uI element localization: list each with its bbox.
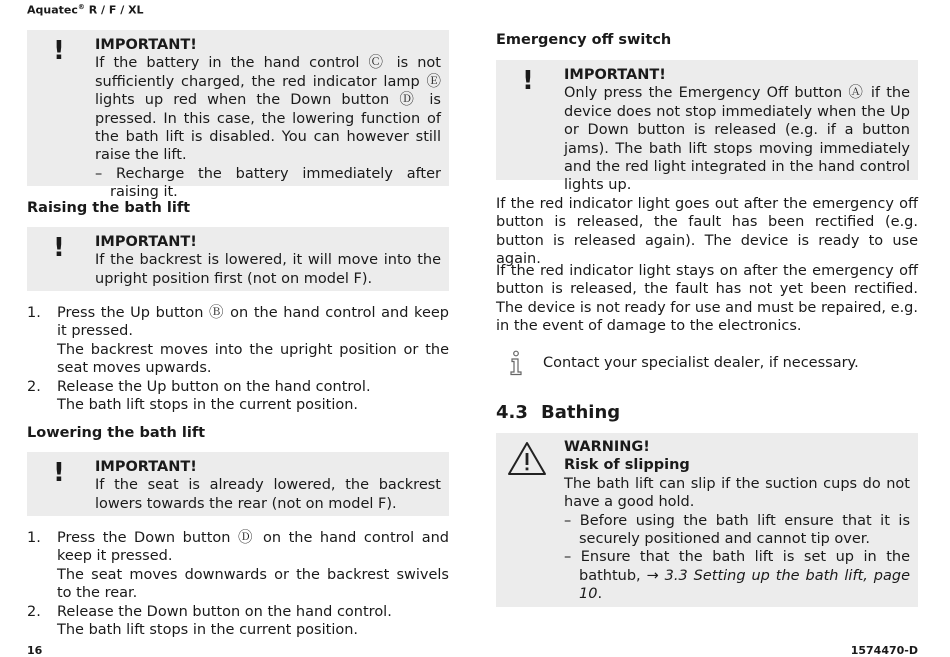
important-box-text xyxy=(95,458,441,513)
important-body: If the backrest is lowered, it will move into the upright position first (not on model F). xyxy=(95,252,441,287)
warning-bullet: – Before using the bath lift ensure that it is securely positioned and cannot tip over. xyxy=(564,512,910,548)
info-text: Contact your specialist dealer, if necessary. xyxy=(543,355,859,371)
registered-mark: ® xyxy=(77,3,85,11)
step-result: The seat moves downwards or the backrest swivels to the rear. xyxy=(57,566,449,602)
step-number: 2. xyxy=(27,604,41,620)
important-box-emergency xyxy=(496,60,918,194)
list-item xyxy=(27,529,449,603)
list-item xyxy=(27,304,449,378)
important-body: If the battery in the hand control Ⓒ is not sufficiently charged, the red indicator lamp Ⓔ lights up red when the Down button Ⓓ is pressed. In this case, the lowering function of the bath lift is disabled. You can however still raise the lift. xyxy=(95,55,441,164)
paragraph-light-on: If the red indicator light stays on after the emergency off button is released, the fault has not yet been rectified. The device is not ready for use and must be repaired, e.g. in the event of damage to the electronics. xyxy=(496,263,918,335)
step-body xyxy=(57,304,449,378)
bullet-end: . xyxy=(597,586,603,603)
step-result: The bath lift stops in the current position. xyxy=(57,397,359,414)
info-icon xyxy=(506,350,526,376)
heading-raising: Raising the bath lift xyxy=(27,200,191,216)
step-number: 2. xyxy=(27,379,41,395)
document-header xyxy=(27,3,144,17)
exclamation-icon: ! xyxy=(53,458,65,488)
heading-emergency: Emergency off switch xyxy=(496,32,672,48)
list-item xyxy=(27,603,449,640)
important-box-raising xyxy=(27,227,449,291)
important-box-text xyxy=(564,66,910,195)
product-name: Aquatec xyxy=(27,3,78,17)
step-text: Release the Up button on the hand control. xyxy=(57,379,371,395)
warning-triangle-icon xyxy=(507,441,547,477)
important-bullet: – Recharge the battery immediately after raising it. xyxy=(95,165,441,201)
important-box-text xyxy=(95,36,441,202)
document-id: 1574470-D xyxy=(850,644,918,657)
list-item xyxy=(27,378,449,415)
section-heading-bathing xyxy=(496,402,621,423)
step-body xyxy=(57,378,449,415)
bullet-text: – Ensure that the bath lift is set up in the bathtub, xyxy=(564,549,910,584)
important-body: If the seat is already lowered, the backrest lowers towards the rear (not on model F). xyxy=(95,477,441,512)
step-text: Press the Down button Ⓓ on the hand control and keep it pressed. xyxy=(57,530,449,565)
important-body: Only press the Emergency Off button Ⓐ if the device does not stop immediately when the Up or Down button is released (e.g. if a button jams). The bath lift stops moving immediately and the red light integrated in the hand control lights up. xyxy=(564,85,910,194)
step-text: Release the Down button on the hand control. xyxy=(57,604,392,620)
warning-box xyxy=(496,433,918,607)
exclamation-icon: ! xyxy=(53,36,65,66)
cross-reference-link[interactable]: → 3.3 Setting up the bath lift, page 10 xyxy=(579,567,910,603)
warning-body: The bath lift can slip if the suction cups do not have a good hold. xyxy=(564,475,910,511)
step-number: 1. xyxy=(27,305,41,321)
paragraph-light-out: If the red indicator light goes out after the emergency off button is released, the fault has been rectified (e.g. button is released again). The device is ready to use again. xyxy=(496,196,918,268)
exclamation-icon: ! xyxy=(53,233,65,263)
warning-text xyxy=(564,438,910,604)
important-title: IMPORTANT! xyxy=(95,234,197,250)
section-title: Bathing xyxy=(541,402,621,423)
step-result: The backrest moves into the upright position or the seat moves upwards. xyxy=(57,341,449,377)
section-number: 4.3 xyxy=(496,402,528,423)
info-note xyxy=(496,350,918,380)
important-box-text xyxy=(95,233,441,288)
warning-subtitle: Risk of slipping xyxy=(564,457,690,474)
step-result: The bath lift stops in the current position. xyxy=(57,622,359,639)
warning-title: WARNING! xyxy=(564,439,650,455)
heading-lowering: Lowering the bath lift xyxy=(27,425,206,441)
important-box-battery xyxy=(27,30,449,201)
important-title: IMPORTANT! xyxy=(95,459,197,475)
important-title: IMPORTANT! xyxy=(564,67,666,83)
step-text: Press the Up button Ⓑ on the hand control and keep it pressed. xyxy=(57,305,449,340)
step-body xyxy=(57,529,449,603)
step-number: 1. xyxy=(27,530,41,546)
model-variants: R / F / XL xyxy=(88,3,144,17)
warning-bullet xyxy=(564,548,910,603)
important-title: IMPORTANT! xyxy=(95,37,197,53)
page-number: 16 xyxy=(27,644,43,657)
important-box-lowering xyxy=(27,452,449,516)
step-body xyxy=(57,603,449,640)
exclamation-icon: ! xyxy=(522,66,534,96)
